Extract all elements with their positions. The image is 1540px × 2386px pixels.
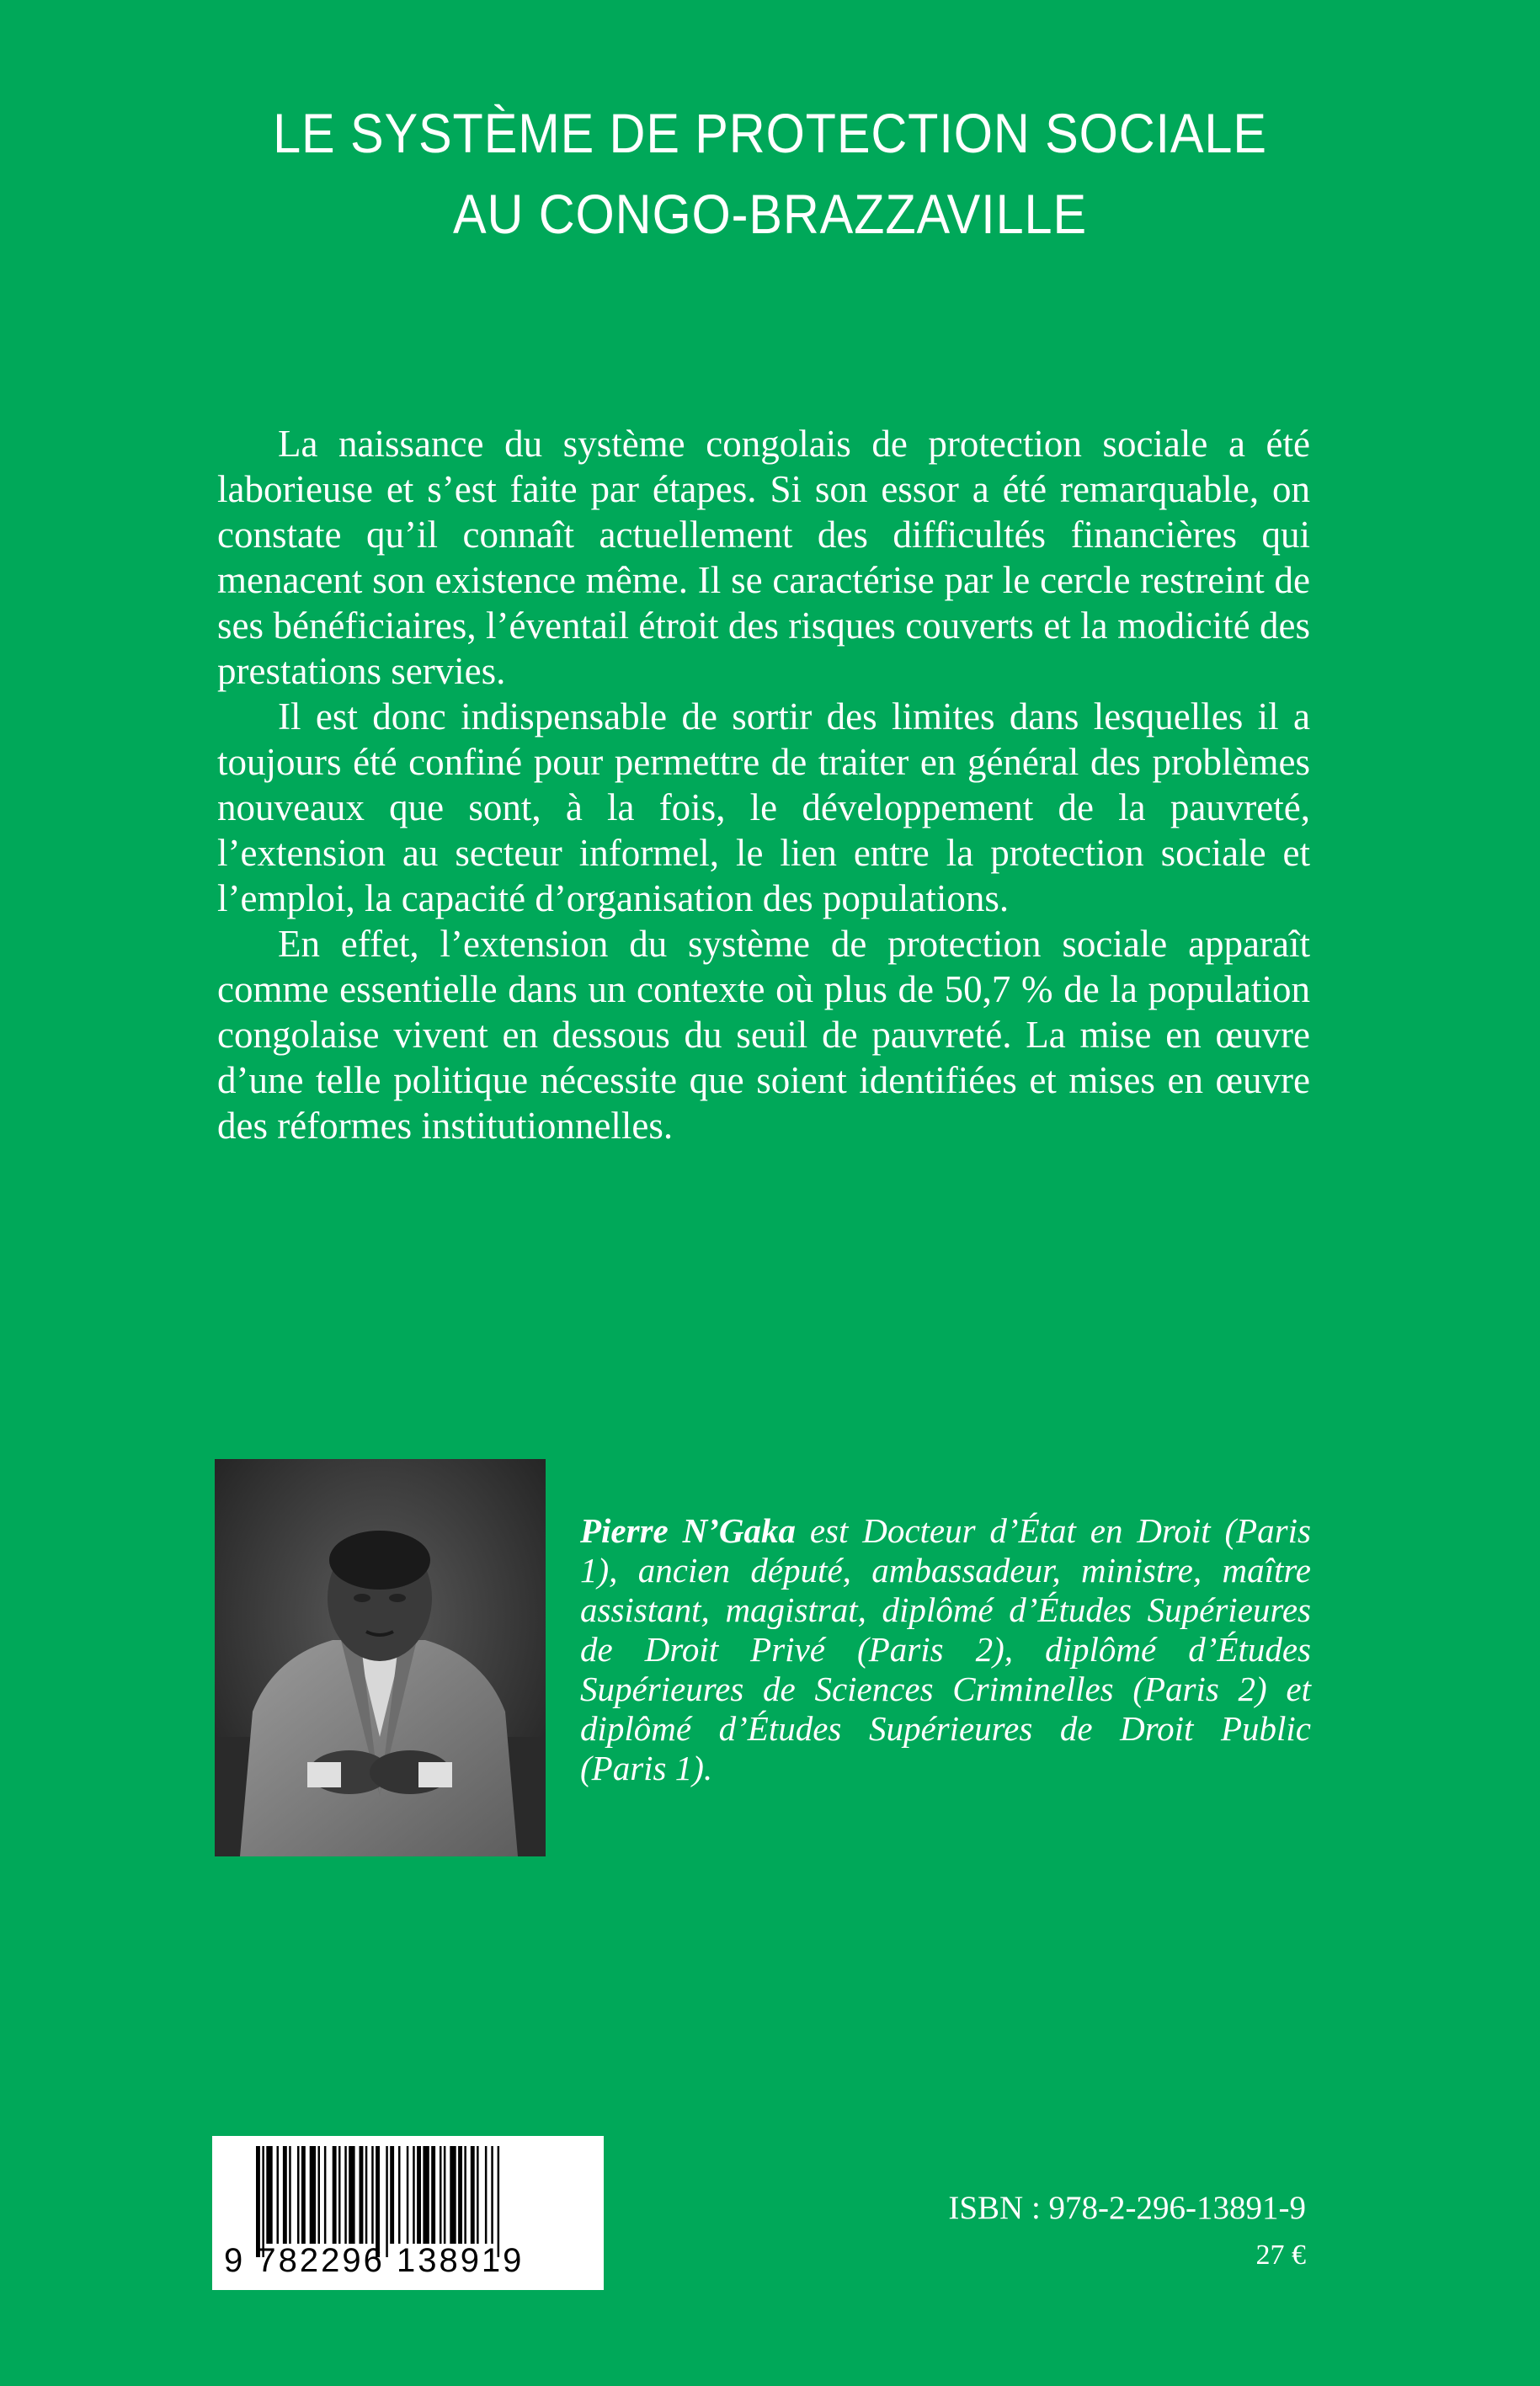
summary-paragraph-3: En effet, l’extension du système de protection sociale apparaît comme essentielle dans un contexte où plus de 50,7 % de la population congolaise vivent en dessous du seuil de pauvreté. La mise en œuvre d’une telle politique nécessite que soient identifiées et mises en œuvre des réformes institutionnelles.	[217, 923, 1310, 1147]
title-line-1: LE SYSTÈME DE PROTECTION SOCIALE	[273, 102, 1267, 164]
author-name: Pierre N’Gaka	[580, 1511, 796, 1550]
barcode-bar	[417, 2146, 421, 2244]
barcode-bar	[318, 2146, 321, 2244]
barcode-bar	[485, 2146, 488, 2244]
back-cover-summary	[217, 421, 1310, 1148]
barcode-bar	[349, 2146, 354, 2244]
barcode-bar	[471, 2146, 475, 2244]
barcode-bar	[386, 2146, 388, 2257]
barcode-bar	[423, 2146, 429, 2244]
barcode-bar	[277, 2146, 280, 2244]
barcode-bar	[371, 2146, 374, 2244]
barcode-bar	[477, 2146, 479, 2244]
barcode-bar	[310, 2146, 316, 2244]
barcode-bar	[262, 2146, 264, 2257]
summary-paragraph-2: Il est donc indispensable de sortir des limites dans lesquelles il a toujours été confiné pour permettre de traiter en général des problèmes nouveaux que sont, à la fois, le développement de la pauvreté, l’extension au secteur informel, le lien entre la protection sociale et l’emploi, la capacité d’organisation des populations.	[217, 695, 1310, 919]
barcode-bar	[413, 2146, 415, 2244]
title-line-2: AU CONGO-BRAZZAVILLE	[453, 183, 1087, 245]
barcode-bar	[283, 2146, 287, 2244]
barcode-bar	[297, 2146, 300, 2244]
barcode-bar	[360, 2146, 364, 2244]
barcode-bar	[450, 2146, 456, 2244]
barcode-bar	[338, 2146, 341, 2244]
price: 27 €	[1255, 2240, 1306, 2271]
barcode	[212, 2136, 604, 2290]
barcode-bar	[491, 2146, 493, 2244]
barcode-bar	[458, 2146, 462, 2244]
barcode-digits: 9 782296 138919	[224, 2242, 525, 2279]
barcode-bar	[431, 2146, 435, 2244]
barcode-bar	[301, 2146, 306, 2244]
barcode-bar	[498, 2146, 500, 2257]
author-bio	[580, 1511, 1311, 1788]
barcode-bar	[344, 2146, 347, 2244]
isbn: ISBN : 978-2-296-13891-9	[948, 2190, 1306, 2226]
barcode-bar	[333, 2146, 337, 2244]
barcode-bar	[440, 2146, 442, 2244]
book-title	[77, 93, 1463, 254]
author-bio-text: est Docteur d’État en Droit (Paris 1), ancien député, ambassadeur, ministre, maître assistant, magistrat, diplômé d’Études Supérieures de Droit Privé (Paris 2), diplômé d’Études Supérieures de Sciences Criminelles (Paris 2) et diplômé d’Études Supérieures de Droit Public (Paris 1).	[580, 1511, 1311, 1787]
barcode-bar	[464, 2146, 466, 2244]
barcode-bar	[376, 2146, 380, 2257]
barcode-bar	[407, 2146, 409, 2244]
barcode-bar	[266, 2146, 272, 2244]
barcode-bar	[398, 2146, 401, 2244]
author-photo	[215, 1459, 546, 1856]
barcode-bar	[365, 2146, 368, 2244]
barcode-bar	[390, 2146, 394, 2244]
barcode-bar	[444, 2146, 446, 2244]
barcode-bar	[256, 2146, 260, 2257]
summary-paragraph-1: La naissance du système congolais de protection sociale a été laborieuse et s’est faite par étapes. Si son essor a été remarquable, on constate qu’il connaît actuellement des difficultés financières qui menacent son existence même. Il se caractérise par le cercle restreint de ses bénéficiaires, l’éventail étroit des risques couverts et la modicité des prestations servies.	[217, 423, 1310, 692]
barcode-bar	[324, 2146, 327, 2244]
barcode-bar	[289, 2146, 291, 2244]
